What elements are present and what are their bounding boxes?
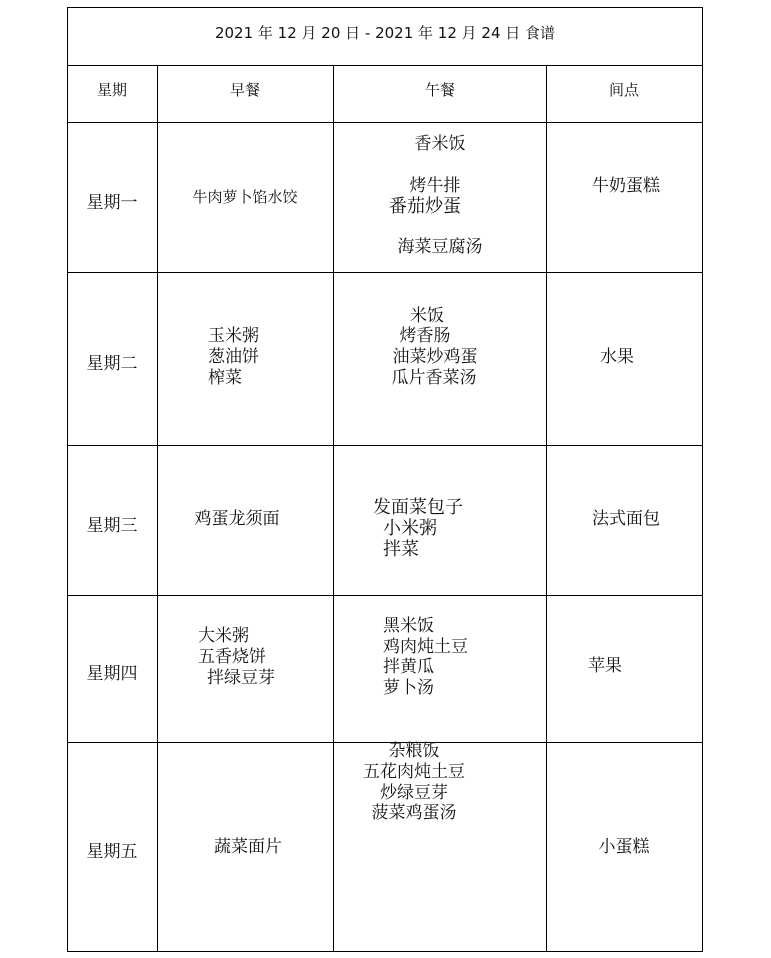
lunch-item: 拌菜 [383,539,419,560]
lunch-item: 炒绿豆芽 [380,783,448,803]
column-divider [157,65,158,952]
lunch-item: 海菜豆腐汤 [397,237,483,257]
column-divider [333,65,334,952]
lunch-item: 烤香肠 [399,326,451,346]
breakfast-item: 榨菜 [208,368,242,388]
lunch-item: 杂粮饭 [388,741,440,761]
row-divider [67,445,703,446]
day-label: 星期三 [86,516,138,536]
lunch-item: 萝卜汤 [383,678,434,698]
day-label: 星期四 [86,664,138,684]
lunch-item: 瓜片香菜汤 [391,368,477,388]
breakfast-item: 葱油饼 [208,347,259,367]
row-divider [67,122,703,123]
lunch-item: 菠菜鸡蛋汤 [371,803,457,823]
breakfast-item: 大米粥 [198,626,249,646]
snack-item: 水果 [600,347,634,367]
lunch-item: 米饭 [410,306,444,326]
row-divider [67,65,703,66]
breakfast-item: 拌绿豆芽 [207,668,275,688]
breakfast-item: 玉米粥 [208,326,259,346]
lunch-item: 烤牛排 [409,176,461,196]
day-label: 星期二 [86,354,138,374]
row-divider [67,742,703,743]
lunch-item: 小米粥 [383,518,437,539]
snack-item: 法式面包 [592,509,660,529]
lunch-item: 五花肉炖土豆 [363,762,465,782]
lunch-item: 拌黄瓜 [383,657,434,677]
header-lunch: 午餐 [424,81,456,99]
lunch-item: 番茄炒蛋 [389,196,461,217]
row-divider [67,272,703,273]
snack-item: 苹果 [588,656,622,676]
page-title: 2021 年 12 月 20 日 - 2021 年 12 月 24 日 食谱 [214,24,556,42]
lunch-item: 黑米饭 [383,616,434,636]
lunch-item: 油菜炒鸡蛋 [392,347,478,367]
header-snack: 间点 [608,81,640,99]
day-label: 星期五 [86,842,138,862]
breakfast-item: 牛肉萝卜馅水饺 [192,188,298,206]
header-day: 星期 [96,81,128,99]
day-label: 星期一 [86,193,138,213]
lunch-item: 发面菜包子 [373,497,463,518]
snack-item: 牛奶蛋糕 [592,176,660,196]
lunch-item: 鸡肉炖土豆 [383,637,468,657]
breakfast-item: 五香烧饼 [198,647,266,667]
breakfast-item: 蔬菜面片 [214,837,282,857]
breakfast-item: 鸡蛋龙须面 [194,509,280,529]
snack-item: 小蛋糕 [598,837,650,857]
lunch-item: 香米饭 [414,134,466,154]
row-divider [67,595,703,596]
header-breakfast: 早餐 [229,81,261,99]
column-divider [546,65,547,952]
